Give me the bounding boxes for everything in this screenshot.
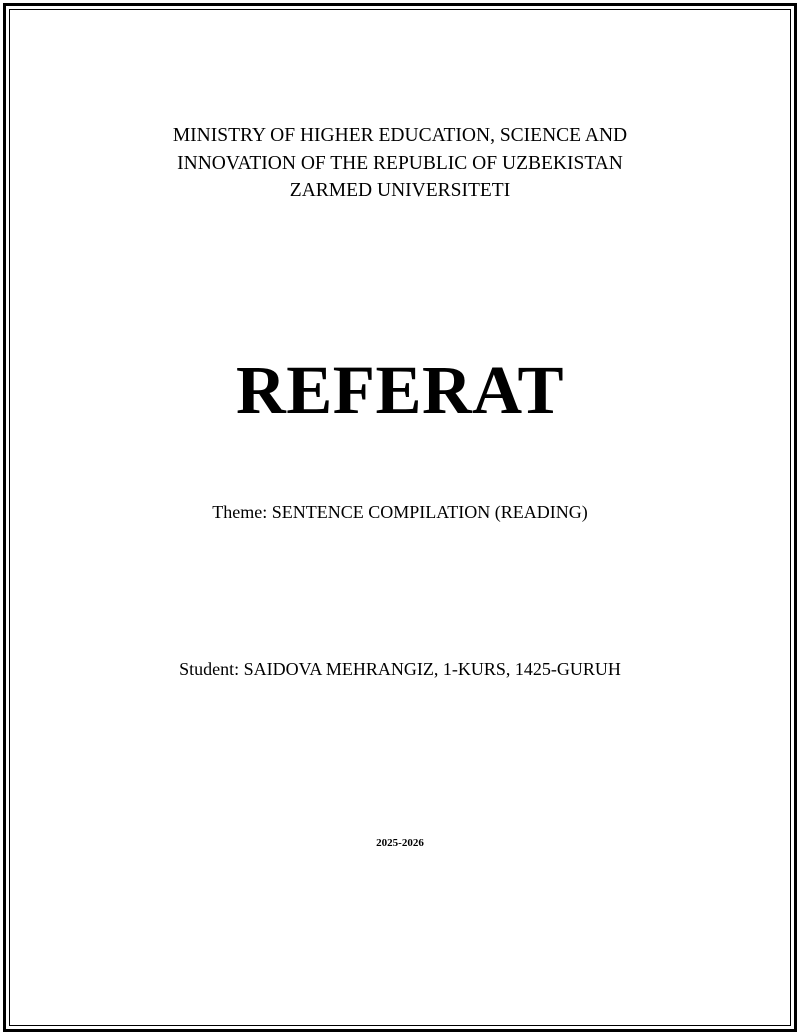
student-line: Student: SAIDOVA MEHRANGIZ, 1-KURS, 1425-GURUH xyxy=(179,659,621,679)
university-name: ZARMED UNIVERSITETI xyxy=(289,180,511,201)
academic-year: 2025-2026 xyxy=(376,837,424,849)
theme-line: Theme: SENTENCE COMPILATION (READING) xyxy=(212,502,588,522)
ministry-line-1: MINISTRY OF HIGHER EDUCATION, SCIENCE AND xyxy=(172,125,628,146)
ministry-header xyxy=(0,122,800,205)
ministry-line-2: INNOVATION OF THE REPUBLIC OF UZBEKISTAN xyxy=(177,152,623,174)
document-title: REFERAT xyxy=(235,352,565,428)
